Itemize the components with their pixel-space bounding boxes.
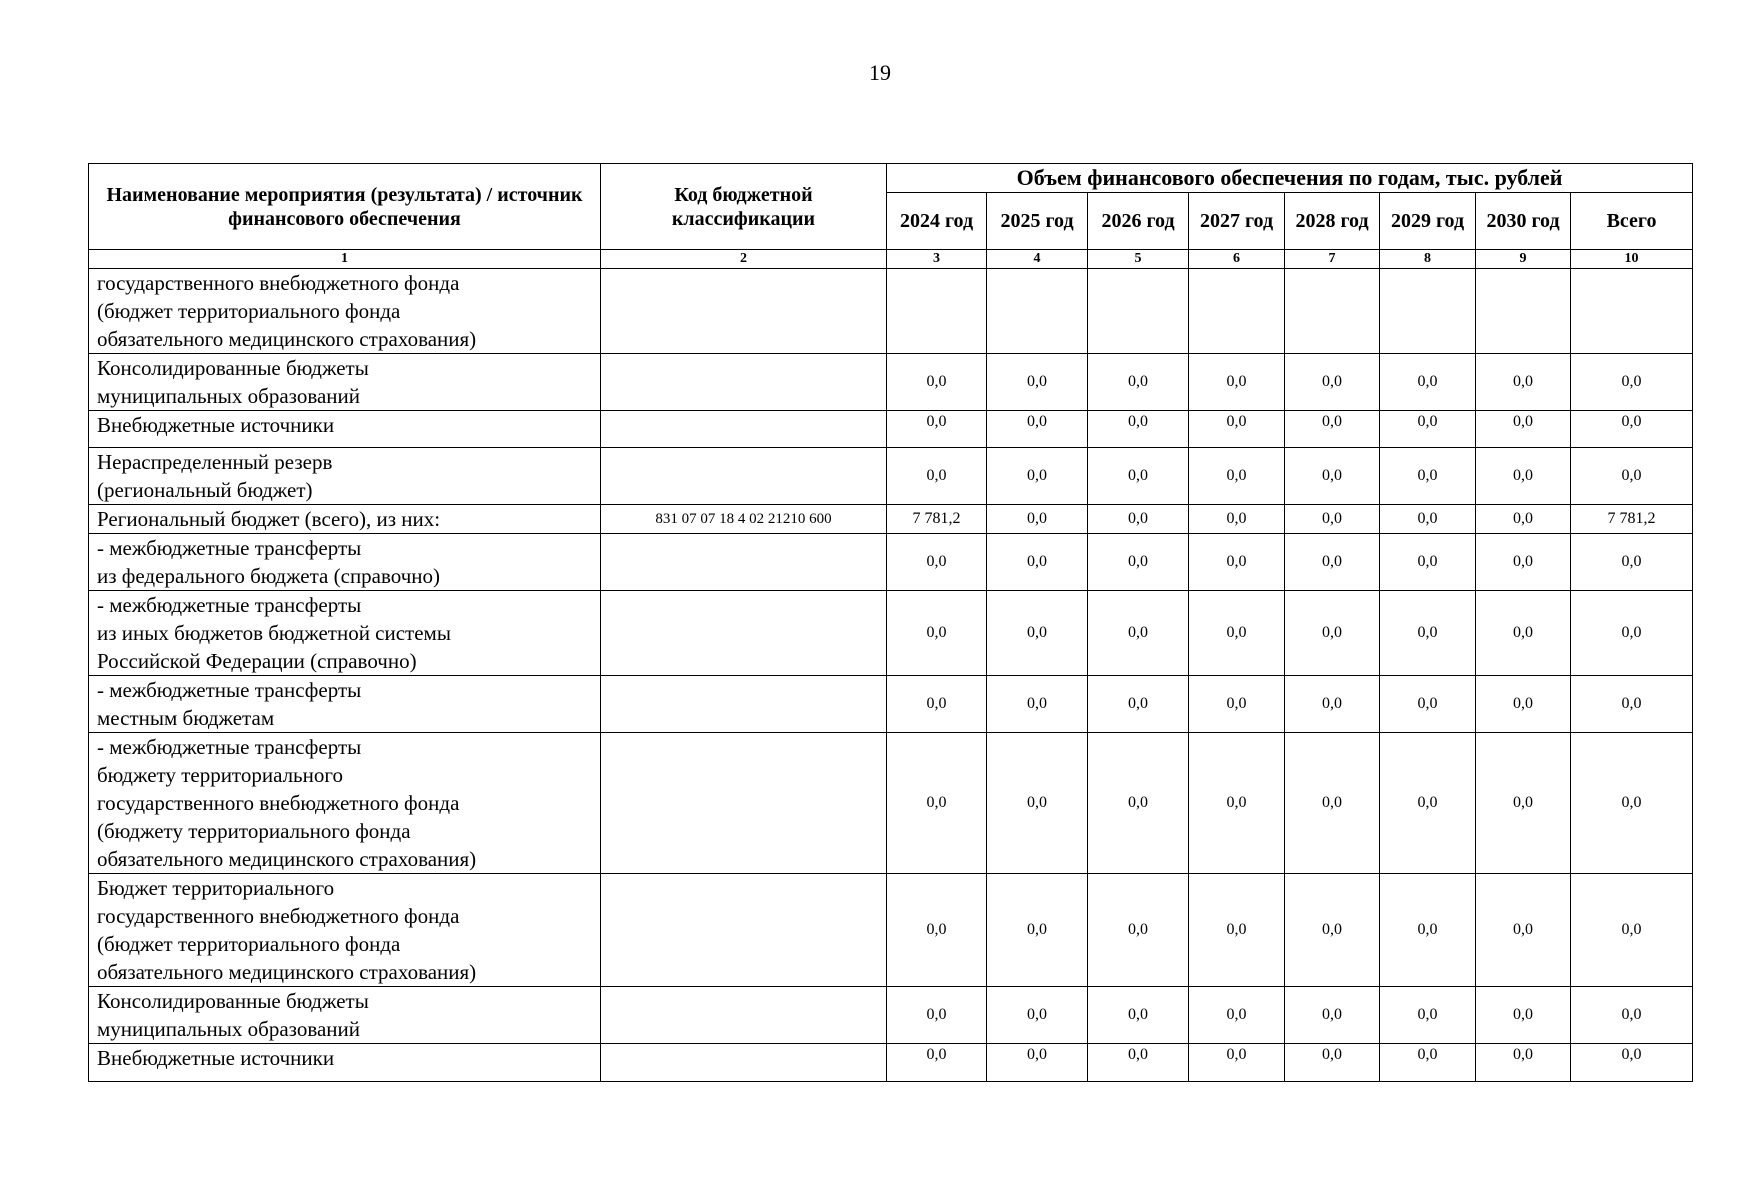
row-year-value: 0,0 [887,411,987,448]
row-name-line: Внебюджетные источники [97,1046,335,1070]
row-year-value: 0,0 [1285,591,1380,676]
column-number: 8 [1380,250,1476,269]
row-year-value: 0,0 [1380,676,1476,733]
row-name-line: Бюджет территориального [97,876,335,900]
row-total-value: 0,0 [1571,874,1693,987]
row-year-value: 0,0 [887,354,987,411]
row-total-value: 0,0 [1571,354,1693,411]
row-total-value: 0,0 [1571,987,1693,1044]
row-year-value: 0,0 [987,874,1088,987]
row-year-value: 0,0 [1380,534,1476,591]
column-number: 6 [1189,250,1285,269]
row-code [601,591,887,676]
row-name-line: бюджету территориального [97,763,343,787]
row-name [89,411,601,448]
row-year-value: 0,0 [1088,676,1189,733]
row-name-line: муниципальных образований [97,384,360,408]
table-row [89,505,1693,534]
row-code [601,733,887,874]
row-total-value: 0,0 [1571,534,1693,591]
row-year-value: 0,0 [1189,676,1285,733]
table-row [89,448,1693,505]
row-year-value: 0,0 [1285,1044,1380,1082]
row-name-line: (бюджет территориального фонда [97,299,401,323]
row-code [601,987,887,1044]
row-code [601,448,887,505]
row-year-value: 0,0 [987,676,1088,733]
row-name-line: (бюджету территориального фонда [97,819,411,843]
row-year-value: 0,0 [1285,874,1380,987]
row-name-line: - межбюджетные трансферты [97,536,362,560]
column-number: 3 [887,250,987,269]
row-year-value: 0,0 [1285,505,1380,534]
row-year-value [1476,269,1571,354]
row-year-value: 0,0 [1285,534,1380,591]
row-year-value: 7 781,2 [887,505,987,534]
row-code [601,269,887,354]
row-year-value: 0,0 [887,534,987,591]
row-year-value: 0,0 [1088,591,1189,676]
row-year-value: 0,0 [1476,354,1571,411]
row-code [601,676,887,733]
row-name [89,448,601,505]
table-row [89,874,1693,987]
row-year-value: 0,0 [1380,354,1476,411]
row-year-value: 0,0 [1189,1044,1285,1082]
row-year-value: 0,0 [1088,874,1189,987]
row-name [89,874,601,987]
column-number: 5 [1088,250,1189,269]
row-year-value: 0,0 [1285,354,1380,411]
table-row [89,534,1693,591]
row-code [601,534,887,591]
row-year-value: 0,0 [1380,591,1476,676]
row-total-value: 7 781,2 [1571,505,1693,534]
row-year-value: 0,0 [1285,733,1380,874]
row-year-value: 0,0 [1476,534,1571,591]
table-row [89,676,1693,733]
row-total-value: 0,0 [1571,591,1693,676]
row-year-value: 0,0 [987,733,1088,874]
row-total-value: 0,0 [1571,1044,1693,1082]
row-total-value: 0,0 [1571,676,1693,733]
column-number: 4 [987,250,1088,269]
header-year: 2030 год [1476,193,1571,250]
header-funding-group: Объем финансового обеспечения по годам, тыс. рублей [887,164,1693,193]
row-year-value: 0,0 [1189,874,1285,987]
row-year-value: 0,0 [987,448,1088,505]
row-year-value: 0,0 [1380,987,1476,1044]
row-name [89,676,601,733]
column-number: 10 [1571,250,1693,269]
header-name: Наименование мероприятия (результата) / источник финансового обеспечения [89,164,601,250]
header-year: 2024 год [887,193,987,250]
header-year: 2028 год [1285,193,1380,250]
row-total-value: 0,0 [1571,733,1693,874]
row-year-value: 0,0 [1380,1044,1476,1082]
row-year-value: 0,0 [1189,534,1285,591]
row-name-line: местным бюджетам [97,706,275,730]
row-year-value: 0,0 [887,987,987,1044]
row-name-line: из иных бюджетов бюджетной системы [97,621,451,645]
table-row [89,733,1693,874]
row-year-value: 0,0 [1088,733,1189,874]
row-year-value: 0,0 [1189,733,1285,874]
row-year-value: 0,0 [987,1044,1088,1082]
row-year-value: 0,0 [1189,448,1285,505]
row-year-value: 0,0 [887,874,987,987]
row-name [89,733,601,874]
row-year-value: 0,0 [1088,987,1189,1044]
row-year-value [987,269,1088,354]
column-number: 9 [1476,250,1571,269]
row-year-value: 0,0 [1476,1044,1571,1082]
row-name-line: Консолидированные бюджеты [97,989,369,1013]
row-year-value: 0,0 [987,987,1088,1044]
row-year-value: 0,0 [1476,733,1571,874]
row-year-value: 0,0 [1380,505,1476,534]
row-year-value: 0,0 [1088,448,1189,505]
header-year: 2025 год [987,193,1088,250]
row-year-value: 0,0 [1380,411,1476,448]
row-year-value: 0,0 [1380,733,1476,874]
table-row [89,411,1693,448]
row-name-line: из федерального бюджета (справочно) [97,564,441,588]
row-year-value: 0,0 [887,591,987,676]
row-year-value: 0,0 [1088,534,1189,591]
row-year-value: 0,0 [1476,448,1571,505]
row-year-value: 0,0 [1476,411,1571,448]
row-year-value [1285,269,1380,354]
table-row [89,269,1693,354]
table-row [89,1044,1693,1082]
row-name-line: государственного внебюджетного фонда [97,791,460,815]
header-year: 2027 год [1189,193,1285,250]
column-number: 1 [89,250,601,269]
row-code [601,874,887,987]
row-year-value: 0,0 [987,534,1088,591]
page-number: 19 [869,60,891,85]
row-name-line: обязательного медицинского страхования) [97,960,477,984]
row-code [601,411,887,448]
header-total: Всего [1571,193,1693,250]
row-total-value [1571,269,1693,354]
header-column-numbers [89,250,1693,269]
row-year-value: 0,0 [987,591,1088,676]
row-year-value: 0,0 [1285,448,1380,505]
header-year: 2029 год [1380,193,1476,250]
row-name-line: обязательного медицинского страхования) [97,847,477,871]
row-year-value: 0,0 [987,411,1088,448]
row-name-line: Российской Федерации (справочно) [97,649,417,673]
row-name-line: государственного внебюджетного фонда [97,271,460,295]
table-row [89,354,1693,411]
row-year-value: 0,0 [1476,505,1571,534]
row-name-line: обязательного медицинского страхования) [97,327,477,351]
financing-table [88,163,1693,1082]
row-name [89,269,601,354]
row-name [89,591,601,676]
row-name [89,354,601,411]
row-year-value: 0,0 [887,676,987,733]
row-year-value: 0,0 [1285,676,1380,733]
header-code: Код бюджетной классификации [601,164,887,250]
row-code: 831 07 07 18 4 02 21210 600 [601,505,887,534]
row-year-value: 0,0 [1285,411,1380,448]
row-total-value: 0,0 [1571,411,1693,448]
row-year-value: 0,0 [1088,411,1189,448]
row-name [89,505,601,534]
row-year-value: 0,0 [1189,591,1285,676]
row-name-line: Региональный бюджет (всего), из них: [97,507,441,531]
table-body [89,269,1693,1082]
row-year-value: 0,0 [1476,591,1571,676]
row-name-line: Консолидированные бюджеты [97,356,369,380]
column-number: 2 [601,250,887,269]
row-year-value: 0,0 [1088,1044,1189,1082]
row-year-value: 0,0 [1189,411,1285,448]
row-year-value: 0,0 [1189,354,1285,411]
row-code [601,354,887,411]
row-year-value: 0,0 [987,505,1088,534]
row-name [89,534,601,591]
row-name [89,987,601,1044]
row-year-value [887,269,987,354]
row-code [601,1044,887,1082]
row-year-value: 0,0 [987,354,1088,411]
row-year-value: 0,0 [1476,676,1571,733]
table-row [89,591,1693,676]
row-name-line: - межбюджетные трансферты [97,593,362,617]
row-year-value [1189,269,1285,354]
row-year-value: 0,0 [1285,987,1380,1044]
row-name-line: Внебюджетные источники [97,413,335,437]
row-year-value: 0,0 [1476,874,1571,987]
row-year-value [1088,269,1189,354]
row-name-line: - межбюджетные трансферты [97,735,362,759]
row-name-line: - межбюджетные трансферты [97,678,362,702]
row-year-value: 0,0 [887,733,987,874]
row-year-value: 0,0 [1189,505,1285,534]
column-number: 7 [1285,250,1380,269]
row-year-value: 0,0 [1088,354,1189,411]
row-year-value: 0,0 [1088,505,1189,534]
header-year: 2026 год [1088,193,1189,250]
row-year-value: 0,0 [887,448,987,505]
row-year-value: 0,0 [1476,987,1571,1044]
row-year-value [1380,269,1476,354]
row-name-line: муниципальных образований [97,1017,360,1041]
table-row [89,987,1693,1044]
row-year-value: 0,0 [1380,448,1476,505]
row-name-line: государственного внебюджетного фонда [97,904,460,928]
row-name [89,1044,601,1082]
row-name-line: (бюджет территориального фонда [97,932,401,956]
table-header [89,164,1693,269]
row-total-value: 0,0 [1571,448,1693,505]
row-year-value: 0,0 [887,1044,987,1082]
row-year-value: 0,0 [1189,987,1285,1044]
row-name-line: (региональный бюджет) [97,478,313,502]
row-year-value: 0,0 [1380,874,1476,987]
row-name-line: Нераспределенный резерв [97,450,333,474]
